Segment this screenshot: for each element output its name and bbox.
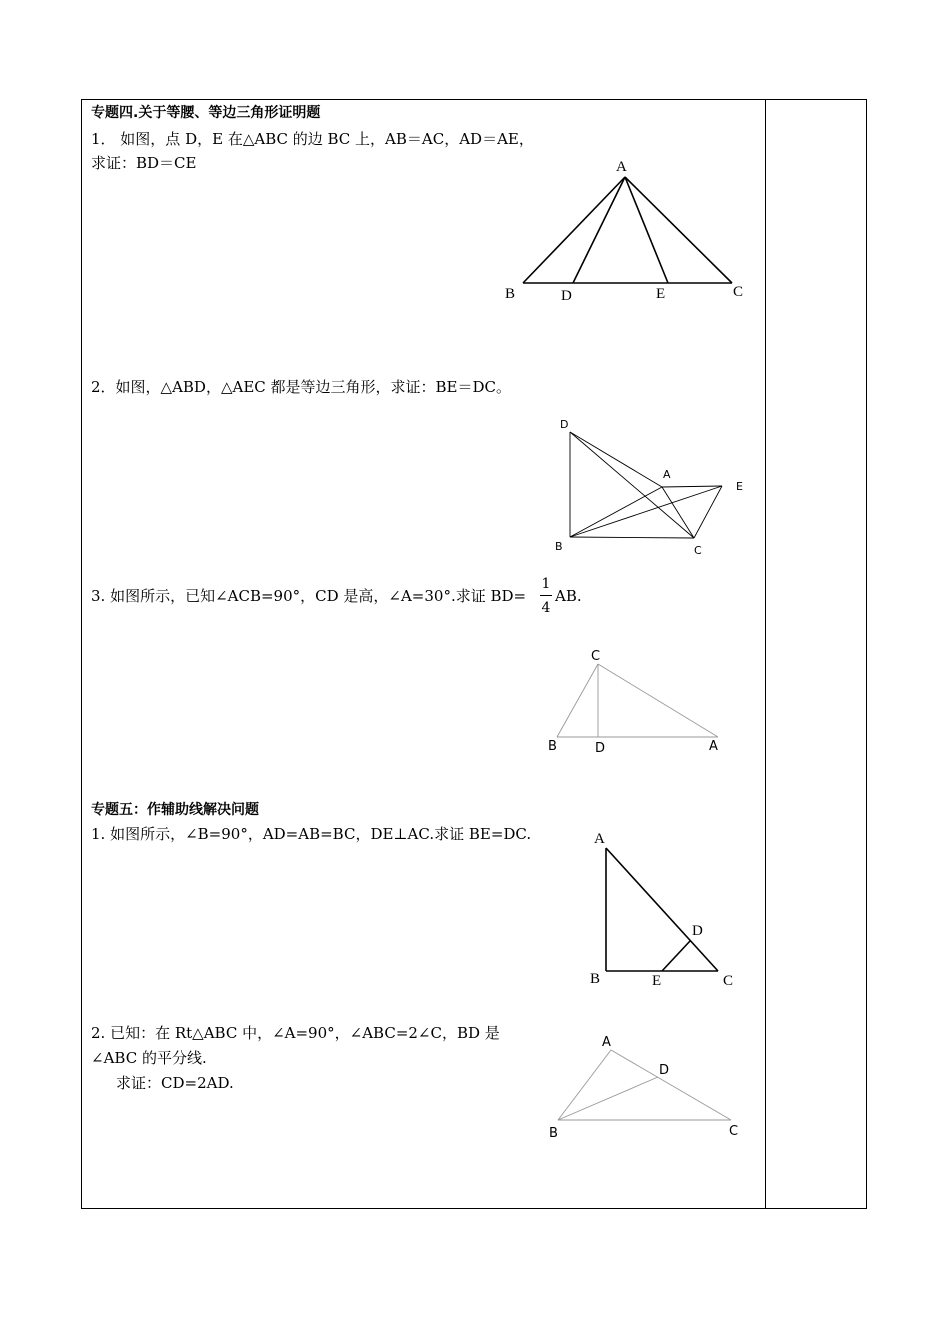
fig4-1-label-C: C xyxy=(733,284,744,300)
fig4-2-label-D: D xyxy=(560,418,569,431)
fig4-2-label-B: B xyxy=(555,540,563,553)
fig4-1-label-B: B xyxy=(505,286,516,302)
fig4-2-label-A: A xyxy=(663,468,671,481)
fig5-1-label-B: B xyxy=(590,971,601,987)
figure-5-2 xyxy=(540,1025,750,1150)
fraction-bar xyxy=(540,595,552,596)
fig4-2-label-C: C xyxy=(694,544,702,557)
figure-4-3 xyxy=(540,640,740,765)
fig5-1-label-E: E xyxy=(652,973,662,989)
fig5-2-label-D: D xyxy=(659,1063,670,1078)
figure-5-1 xyxy=(580,820,750,995)
column-divider xyxy=(765,99,766,1209)
problem4-2-line1: 2．如图，△ABD，△AEC 都是等边三角形，求证：BE＝DC。 xyxy=(91,378,512,396)
problem5-1-line1: 1. 如图所示，∠B=90°，AD=AB=BC，DE⊥AC.求证 BE=DC. xyxy=(91,825,532,843)
fig5-1-label-C: C xyxy=(723,973,734,989)
fig4-3-label-D: D xyxy=(595,741,606,756)
problem4-3-line1-pre: 3. 如图所示，已知∠ACB=90°，CD 是高，∠A=30°.求证 BD= xyxy=(91,587,527,605)
fig5-1-label-A: A xyxy=(594,831,605,847)
fig5-2-label-C: C xyxy=(729,1124,739,1139)
problem5-2-line3: 求证：CD=2AD. xyxy=(116,1074,234,1092)
problem4-1-line2: 求证：BD＝CE xyxy=(91,154,197,172)
fraction-denominator: 4 xyxy=(541,600,551,616)
fig4-3-label-B: B xyxy=(548,739,557,754)
figure-4-2 xyxy=(548,410,758,560)
fraction-numerator: 1 xyxy=(541,576,551,592)
fig4-3-label-A: A xyxy=(709,739,718,754)
fig5-1-label-D: D xyxy=(692,923,703,939)
problem4-1-line1: 1． 如图，点 D，E 在△ABC 的边 BC 上，AB＝AC，AD＝AE， xyxy=(91,130,534,148)
problem4-3-line1-post: AB. xyxy=(555,587,582,605)
fig4-3-label-C: C xyxy=(591,649,601,664)
fig5-2-label-A: A xyxy=(602,1035,611,1050)
fig4-1-label-E: E xyxy=(656,286,666,302)
fig4-1-label-A: A xyxy=(616,159,627,175)
problem5-2-line2: ∠ABC 的平分线. xyxy=(91,1049,207,1067)
fig4-1-label-D: D xyxy=(561,288,572,304)
section4-title: 专题四.关于等腰、等边三角形证明题 xyxy=(91,105,321,121)
figure-4-1 xyxy=(495,150,755,310)
fig5-2-label-B: B xyxy=(549,1126,558,1141)
section5-title: 专题五：作辅助线解决问题 xyxy=(91,802,259,818)
fig4-2-label-E: E xyxy=(736,480,743,493)
problem5-2-line1: 2. 已知：在 Rt△ABC 中，∠A=90°，∠ABC=2∠C，BD 是 xyxy=(91,1024,500,1042)
